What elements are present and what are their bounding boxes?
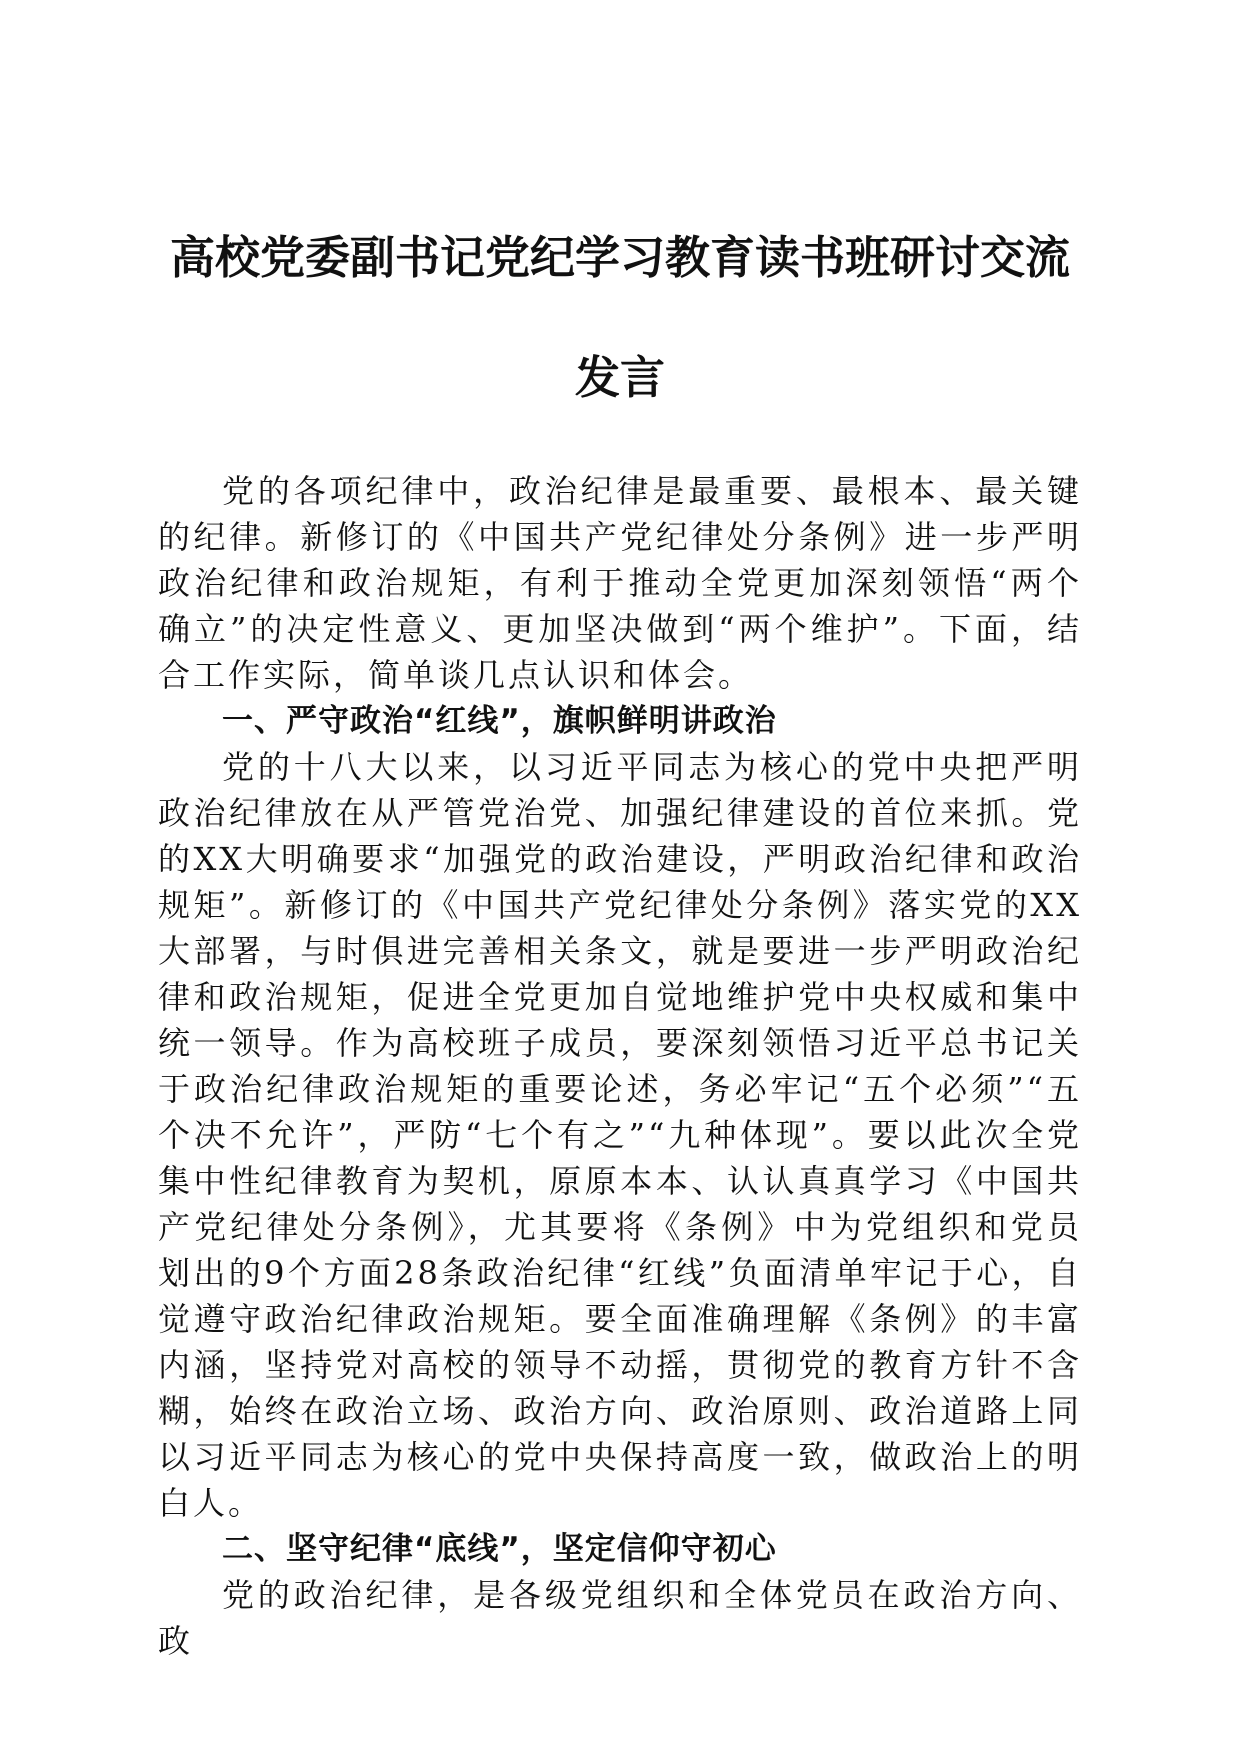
intro-paragraph: 党的各项纪律中，政治纪律是最重要、最根本、最关键的纪律。新修订的《中国共产党纪律处分条例》进一步严明政治纪律和政治规矩，有利于推动全党更加深刻领悟“两个确立”的决定性意义、更加坚决做到“两个维护”。下面，结合工作实际，简单谈几点认识和体会。 — [158, 472, 1082, 694]
section-2-heading: 二、坚守纪律“底线”，坚定信仰守初心 — [222, 1531, 777, 1567]
document-body — [158, 468, 1082, 1664]
section-2-paragraph: 党的政治纪律，是各级党组织和全体党员在政治方向、政 — [158, 1576, 1082, 1660]
document-title-line-2: 发言 — [574, 351, 665, 404]
section-1-heading: 一、严守政治“红线”，旗帜鲜明讲政治 — [222, 703, 777, 739]
section-1-paragraph: 党的十八大以来，以习近平同志为核心的党中央把严明政治纪律放在从严管党治党、加强纪律建设的首位来抓。党的XX大明确要求“加强党的政治建设，严明政治纪律和政治规矩”。新修订的《中国共产党纪律处分条例》落实党的XX大部署，与时俱进完善相关条文，就是要进一步严明政治纪律和政治规矩，促进全党更加自觉地维护党中央权威和集中统一领导。作为高校班子成员，要深刻领悟习近平总书记关于政治纪律政治规矩的重要论述，务必牢记“五个必须”“五个决不允许”，严防“七个有之”“九种体现”。要以此次全党集中性纪律教育为契机，原原本本、认认真真学习《中国共产党纪律处分条例》，尤其要将《条例》中为党组织和党员划出的9个方面28条政治纪律“红线”负面清单牢记于心，自觉遵守政治纪律政治规矩。要全面准确理解《条例》的丰富内涵，坚持党对高校的领导不动摇，贯彻党的教育方针不含糊，始终在政治立场、政治方向、政治原则、政治道路上同以习近平同志为核心的党中央保持高度一致，做政治上的明白人。 — [158, 748, 1082, 1522]
document-title-line-1: 高校党委副书记党纪学习教育读书班研讨交流 — [169, 231, 1070, 284]
